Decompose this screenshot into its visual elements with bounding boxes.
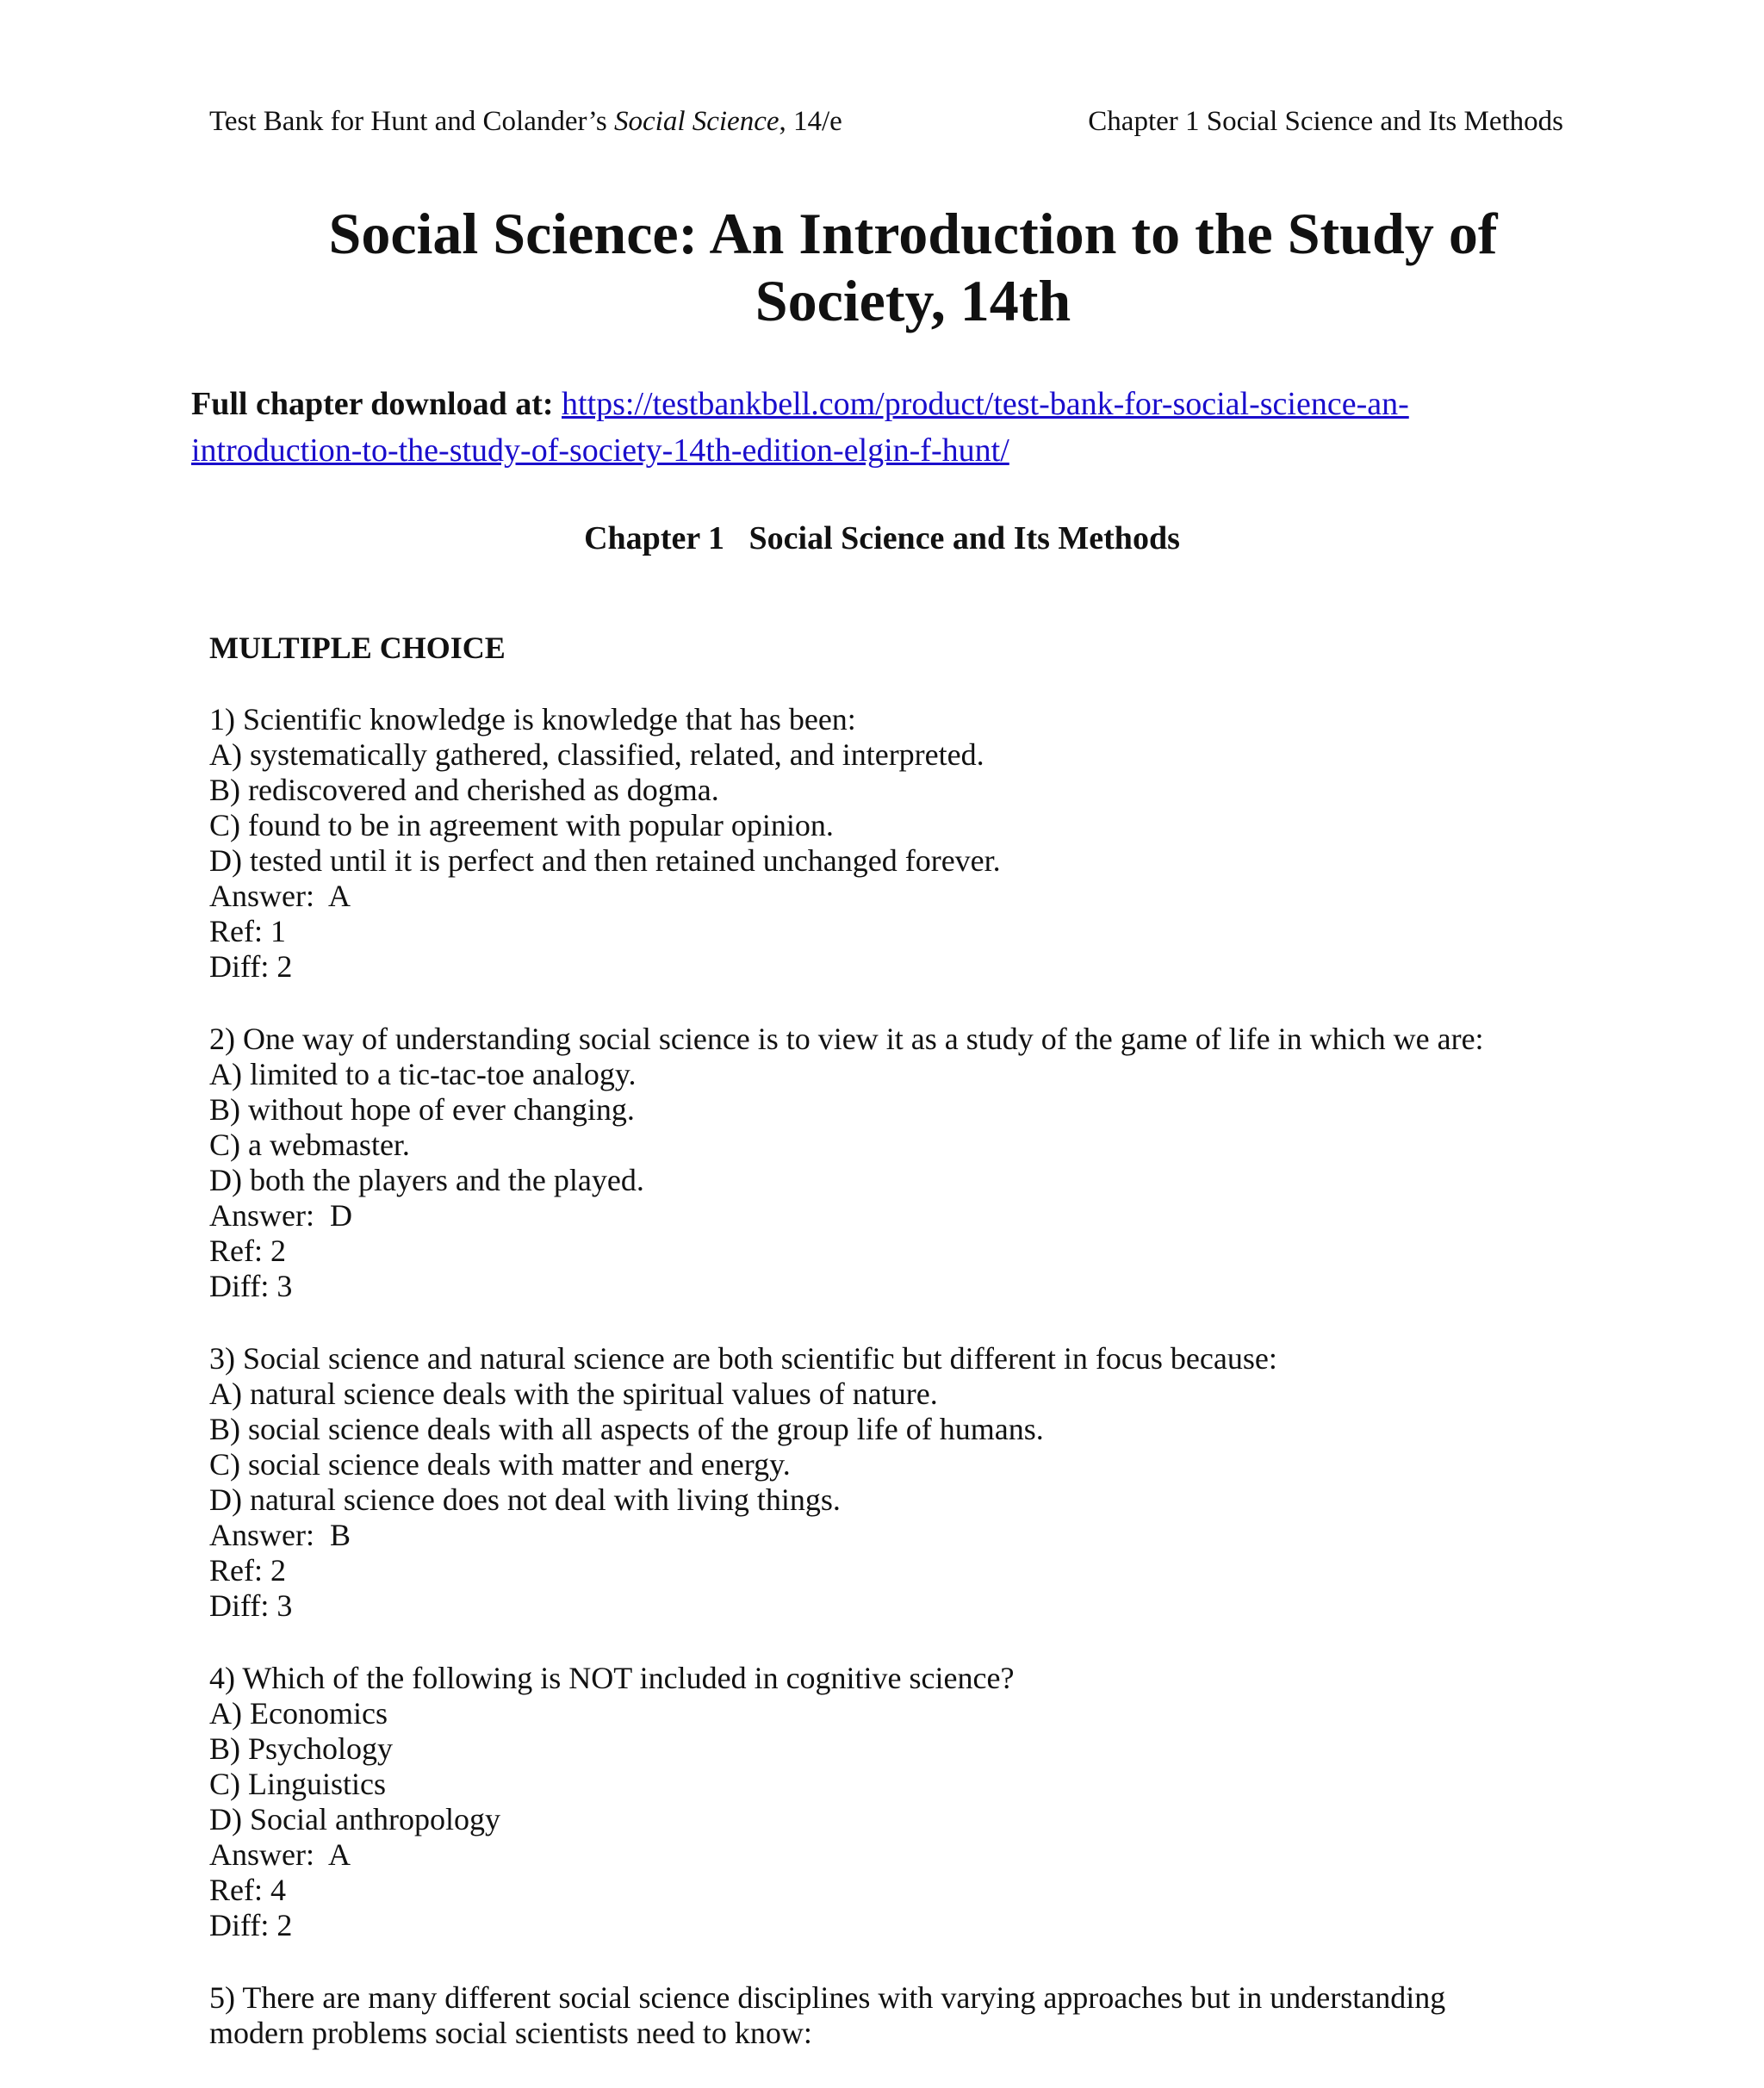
option-d: D) natural science does not deal with living things. — [209, 1482, 841, 1517]
option-d: D) Social anthropology — [209, 1802, 500, 1836]
option-b: B) rediscovered and cherished as dogma. — [209, 773, 719, 807]
question-stem: 3) Social science and natural science are both scientific but different in focus because: — [209, 1341, 1277, 1376]
question-4 — [209, 1661, 1605, 1943]
option-d: D) both the players and the played. — [209, 1163, 644, 1197]
option-c: C) social science deals with matter and energy. — [209, 1447, 791, 1482]
download-link-part-1[interactable]: https://testbankbell.com/product/test-bank-for-social-science-an- — [562, 386, 1409, 422]
question-3 — [209, 1341, 1605, 1624]
download-label: Full chapter download at: — [191, 386, 562, 422]
question-5 — [209, 1980, 1605, 2051]
reference: Ref: 2 — [209, 1553, 286, 1588]
header-book-title-suffix: , 14/e — [779, 106, 842, 137]
reference: Ref: 4 — [209, 1873, 286, 1907]
question-stem: 1) Scientific knowledge is knowledge that has been: — [209, 702, 856, 736]
option-b: B) social science deals with all aspects of the group life of humans. — [209, 1412, 1044, 1446]
option-c: C) found to be in agreement with popular opinion. — [209, 808, 834, 842]
option-a: A) natural science deals with the spiritual values of nature. — [209, 1376, 938, 1411]
option-b: B) without hope of ever changing. — [209, 1092, 635, 1127]
reference: Ref: 2 — [209, 1234, 286, 1268]
difficulty: Diff: 3 — [209, 1588, 293, 1623]
option-a: A) limited to a tic-tac-toe analogy. — [209, 1057, 637, 1091]
header-chapter: Chapter 1 Social Science and Its Methods — [1088, 106, 1563, 137]
answer: Answer: A — [209, 1837, 351, 1872]
download-link-part-2[interactable]: introduction-to-the-study-of-society-14th-edition-elgin-f-hunt/ — [191, 432, 1009, 469]
download-notice — [191, 381, 1595, 474]
question-stem: 4) Which of the following is NOT included in cognitive science? — [209, 1661, 1015, 1695]
question-stem: 2) One way of understanding social science is to view it as a study of the game of life in which we are: — [209, 1022, 1484, 1056]
question-stem-line-1: 5) There are many different social science disciplines with varying approaches but in understanding — [209, 1980, 1446, 2015]
reference: Ref: 1 — [209, 914, 286, 948]
option-c: C) Linguistics — [209, 1767, 386, 1801]
option-c: C) a webmaster. — [209, 1128, 410, 1162]
difficulty: Diff: 2 — [209, 949, 293, 984]
option-b: B) Psychology — [209, 1731, 394, 1766]
difficulty: Diff: 2 — [209, 1908, 293, 1942]
difficulty: Diff: 3 — [209, 1269, 293, 1303]
question-stem-line-2: modern problems social scientists need to know: — [209, 2016, 812, 2050]
question-list — [209, 702, 1605, 2088]
option-d: D) tested until it is perfect and then retained unchanged forever. — [209, 843, 1001, 878]
answer: Answer: A — [209, 879, 351, 913]
title-line-2: Society, 14th — [755, 268, 1071, 333]
option-a: A) systematically gathered, classified, related, and interpreted. — [209, 737, 984, 772]
question-2 — [209, 1022, 1605, 1304]
header-book-title-italic: Social Science — [614, 106, 780, 137]
answer: Answer: D — [209, 1198, 352, 1233]
document-title — [207, 200, 1619, 334]
running-header — [209, 102, 1563, 141]
answer: Answer: B — [209, 1518, 351, 1552]
section-heading: MULTIPLE CHOICE — [209, 631, 506, 665]
header-book-title-prefix: Test Bank for Hunt and Colander’s — [209, 106, 614, 137]
question-1 — [209, 702, 1605, 985]
option-a: A) Economics — [209, 1696, 388, 1731]
title-line-1: Social Science: An Introduction to the Study of — [328, 201, 1498, 266]
chapter-heading: Chapter 1 Social Science and Its Methods — [584, 520, 1180, 556]
header-book-title — [209, 102, 842, 141]
